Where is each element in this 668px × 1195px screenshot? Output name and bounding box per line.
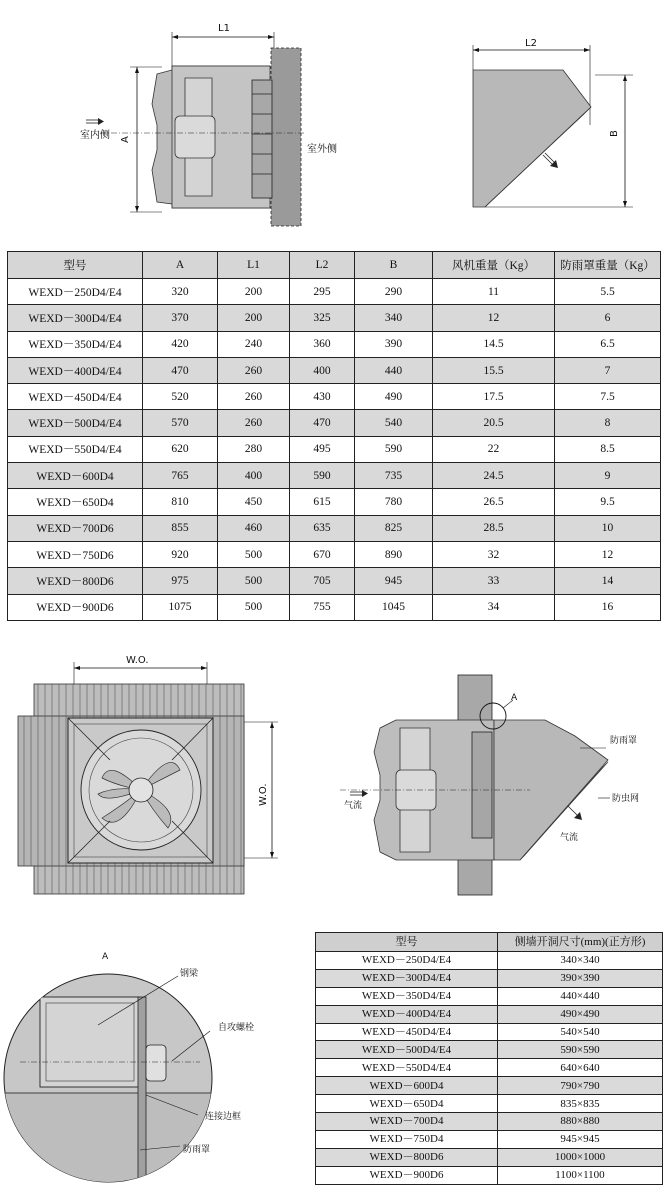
opening-cell-size: 490×490	[498, 1005, 663, 1023]
spec-cell-b: 440	[355, 357, 433, 383]
spec-cell-l2: 635	[290, 515, 355, 541]
dim-wo-side	[240, 722, 278, 858]
table-row	[8, 515, 661, 541]
spec-cell-b: 590	[355, 436, 433, 462]
opening-cell-model: WEXD－250D4/E4	[316, 952, 498, 970]
table-row	[8, 331, 661, 357]
opening-cell-model: WEXD－650D4	[316, 1095, 498, 1113]
spec-cell-l1: 500	[218, 568, 290, 594]
spec-cell-cover-weight: 7	[555, 357, 661, 383]
spec-cell-l1: 200	[218, 279, 290, 305]
opening-cell-size: 790×790	[498, 1077, 663, 1095]
spec-cell-cover-weight: 7.5	[555, 384, 661, 410]
spec-cell-l1: 500	[218, 541, 290, 567]
spec-cell-cover-weight: 16	[555, 594, 661, 620]
spec-cell-b: 490	[355, 384, 433, 410]
table-row	[316, 1113, 663, 1131]
spec-header-l2: L2	[290, 252, 355, 279]
table-row	[8, 489, 661, 515]
table-row	[8, 357, 661, 383]
fan-hub	[129, 778, 153, 802]
spec-cell-model: WEXD－650D4	[8, 489, 143, 515]
spec-cell-fan-weight: 11	[433, 279, 555, 305]
spec-cell-a: 765	[143, 463, 218, 489]
spec-cell-fan-weight: 24.5	[433, 463, 555, 489]
spec-cell-model: WEXD－350D4/E4	[8, 331, 143, 357]
dim-l1	[172, 23, 274, 70]
dim-b-label: B	[609, 130, 620, 137]
dim-wo-side-label: W.O.	[258, 783, 269, 806]
spec-cell-model: WEXD－400D4/E4	[8, 357, 143, 383]
spec-cell-cover-weight: 6	[555, 305, 661, 331]
spec-cell-l1: 240	[218, 331, 290, 357]
label-insect-net: 防虫网	[612, 794, 640, 804]
opening-cell-model: WEXD－900D6	[316, 1166, 498, 1184]
spec-header-cover-weight: 防雨罩重量（Kg）	[555, 252, 661, 279]
dim-l1-label: L1	[218, 23, 230, 34]
opening-cell-model: WEXD－350D4/E4	[316, 987, 498, 1005]
opening-cell-model: WEXD－750D4	[316, 1130, 498, 1148]
spec-cell-fan-weight: 15.5	[433, 357, 555, 383]
airflow-arrow-out-2	[568, 806, 582, 820]
table-row	[8, 463, 661, 489]
spec-cell-l1: 260	[218, 384, 290, 410]
spec-cell-a: 810	[143, 489, 218, 515]
wall-opening-front-diagram	[10, 648, 300, 898]
label-self-tapping-bolt: 自攻螺栓	[218, 1023, 255, 1033]
spec-cell-l2: 360	[290, 331, 355, 357]
spec-cell-l2: 430	[290, 384, 355, 410]
opening-cell-size: 835×835	[498, 1095, 663, 1113]
wall-opening-table	[315, 932, 663, 1185]
spec-cell-a: 520	[143, 384, 218, 410]
spec-header-a: A	[143, 252, 218, 279]
spec-cell-b: 340	[355, 305, 433, 331]
opening-cell-model: WEXD－550D4/E4	[316, 1059, 498, 1077]
spec-cell-b: 780	[355, 489, 433, 515]
table-row	[316, 987, 663, 1005]
spec-cell-l1: 260	[218, 357, 290, 383]
label-airflow-out: 气流	[560, 833, 579, 843]
opening-table-header-row	[316, 933, 663, 952]
spec-cell-model: WEXD－300D4/E4	[8, 305, 143, 331]
spec-cell-fan-weight: 34	[433, 594, 555, 620]
spec-cell-l1: 500	[218, 594, 290, 620]
airflow-arrow-out	[543, 153, 558, 168]
rain-cover-diagram	[455, 25, 665, 225]
opening-cell-model: WEXD－400D4/E4	[316, 1005, 498, 1023]
fan-side-view-diagram	[0, 0, 337, 240]
spec-cell-fan-weight: 28.5	[433, 515, 555, 541]
spec-cell-fan-weight: 32	[433, 541, 555, 567]
installed-side-view-diagram	[330, 670, 665, 900]
spec-cell-b: 890	[355, 541, 433, 567]
spec-cell-model: WEXD－750D6	[8, 541, 143, 567]
table-row	[8, 436, 661, 462]
wall-section	[271, 48, 301, 226]
opening-cell-size: 390×390	[498, 969, 663, 987]
spec-cell-fan-weight: 14.5	[433, 331, 555, 357]
opening-cell-size: 640×640	[498, 1059, 663, 1077]
spec-cell-l1: 200	[218, 305, 290, 331]
spec-cell-model: WEXD－250D4/E4	[8, 279, 143, 305]
dim-a-label: A	[120, 136, 131, 143]
table-row	[316, 1023, 663, 1041]
opening-cell-model: WEXD－600D4	[316, 1077, 498, 1095]
dim-wo-top-label: W.O.	[126, 655, 149, 666]
spec-cell-fan-weight: 26.5	[433, 489, 555, 515]
spec-header-fan-weight: 风机重量（Kg）	[433, 252, 555, 279]
opening-cell-size: 590×590	[498, 1041, 663, 1059]
spec-cell-model: WEXD－450D4/E4	[8, 384, 143, 410]
spec-cell-a: 470	[143, 357, 218, 383]
label-airflow-in: 气流	[344, 801, 363, 811]
detail-a-diagram	[0, 945, 305, 1195]
spec-cell-a: 975	[143, 568, 218, 594]
spec-header-model: 型号	[8, 252, 143, 279]
table-row	[8, 279, 661, 305]
label-steel-beam: 钢梁	[180, 969, 199, 979]
opening-cell-size: 440×440	[498, 987, 663, 1005]
spec-cell-l1: 450	[218, 489, 290, 515]
spec-cell-model: WEXD－700D6	[8, 515, 143, 541]
spec-cell-l2: 400	[290, 357, 355, 383]
table-row	[8, 410, 661, 436]
spec-cell-l2: 325	[290, 305, 355, 331]
table-row	[316, 1041, 663, 1059]
detail-a-title: A	[102, 952, 109, 962]
spec-cell-l1: 280	[218, 436, 290, 462]
label-rain-cover-detail: 防雨罩	[183, 1145, 211, 1155]
rain-cover-2	[494, 720, 608, 860]
opening-cell-size: 945×945	[498, 1130, 663, 1148]
spec-cell-fan-weight: 33	[433, 568, 555, 594]
spec-cell-l2: 670	[290, 541, 355, 567]
spec-cell-b: 1045	[355, 594, 433, 620]
spec-cell-cover-weight: 8	[555, 410, 661, 436]
label-rain-cover: 防雨罩	[610, 736, 638, 746]
table-row	[316, 969, 663, 987]
spec-cell-fan-weight: 12	[433, 305, 555, 331]
spec-cell-l1: 260	[218, 410, 290, 436]
spec-cell-model: WEXD－550D4/E4	[8, 436, 143, 462]
opening-cell-model: WEXD－300D4/E4	[316, 969, 498, 987]
detail-a-marker: A	[511, 693, 518, 703]
spec-cell-fan-weight: 20.5	[433, 410, 555, 436]
spec-cell-cover-weight: 12	[555, 541, 661, 567]
opening-cell-model: WEXD－800D6	[316, 1148, 498, 1166]
airflow-arrow-indoor	[86, 118, 104, 125]
opening-cell-size: 1000×1000	[498, 1148, 663, 1166]
spec-cell-cover-weight: 14	[555, 568, 661, 594]
spec-cell-a: 920	[143, 541, 218, 567]
spec-cell-a: 320	[143, 279, 218, 305]
spec-cell-l1: 460	[218, 515, 290, 541]
spec-cell-l1: 400	[218, 463, 290, 489]
opening-header-model: 型号	[316, 933, 498, 952]
dim-l2-label: L2	[525, 38, 537, 49]
spec-cell-cover-weight: 8.5	[555, 436, 661, 462]
table-row	[316, 1005, 663, 1023]
label-indoor-side: 室内侧	[80, 130, 110, 141]
table-row	[316, 952, 663, 970]
spec-cell-l2: 295	[290, 279, 355, 305]
shutter	[252, 80, 272, 198]
table-row	[8, 568, 661, 594]
table-row	[8, 594, 661, 620]
opening-cell-size: 540×540	[498, 1023, 663, 1041]
spec-cell-cover-weight: 9.5	[555, 489, 661, 515]
spec-cell-fan-weight: 22	[433, 436, 555, 462]
fan-spec-table	[7, 251, 661, 621]
opening-cell-size: 880×880	[498, 1113, 663, 1131]
spec-cell-cover-weight: 9	[555, 463, 661, 489]
spec-cell-a: 570	[143, 410, 218, 436]
spec-cell-b: 945	[355, 568, 433, 594]
shutter-2	[472, 732, 492, 838]
table-row	[316, 1059, 663, 1077]
opening-cell-size: 1100×1100	[498, 1166, 663, 1184]
connecting-frame	[138, 997, 146, 1195]
spec-cell-l2: 470	[290, 410, 355, 436]
spec-cell-cover-weight: 5.5	[555, 279, 661, 305]
opening-cell-model: WEXD－450D4/E4	[316, 1023, 498, 1041]
spec-cell-model: WEXD－900D6	[8, 594, 143, 620]
spec-cell-b: 540	[355, 410, 433, 436]
label-outdoor-side: 室外侧	[307, 144, 337, 155]
fan-motor	[175, 116, 215, 158]
spec-cell-a: 620	[143, 436, 218, 462]
spec-header-b: B	[355, 252, 433, 279]
spec-cell-b: 825	[355, 515, 433, 541]
table-row	[8, 384, 661, 410]
spec-cell-l2: 590	[290, 463, 355, 489]
spec-cell-b: 290	[355, 279, 433, 305]
opening-cell-model: WEXD－700D4	[316, 1113, 498, 1131]
table-row	[316, 1166, 663, 1184]
airflow-arrow-in	[350, 790, 368, 797]
spec-header-l1: L1	[218, 252, 290, 279]
label-connecting-frame: 连接边框	[205, 1112, 242, 1122]
opening-header-size: 侧墙开洞尺寸(mm)(正方形)	[498, 933, 663, 952]
spec-cell-l2: 615	[290, 489, 355, 515]
spec-cell-model: WEXD－500D4/E4	[8, 410, 143, 436]
opening-cell-model: WEXD－500D4/E4	[316, 1041, 498, 1059]
spec-cell-l2: 755	[290, 594, 355, 620]
table-row	[8, 305, 661, 331]
steel-beam	[40, 997, 140, 1087]
table-row	[316, 1148, 663, 1166]
table-row	[316, 1095, 663, 1113]
spec-cell-model: WEXD－600D4	[8, 463, 143, 489]
spec-cell-a: 855	[143, 515, 218, 541]
spec-cell-b: 735	[355, 463, 433, 489]
spec-cell-fan-weight: 17.5	[433, 384, 555, 410]
table-row	[316, 1077, 663, 1095]
opening-cell-size: 340×340	[498, 952, 663, 970]
spec-cell-l2: 495	[290, 436, 355, 462]
spec-cell-a: 1075	[143, 594, 218, 620]
spec-cell-l2: 705	[290, 568, 355, 594]
spec-cell-a: 370	[143, 305, 218, 331]
spec-cell-cover-weight: 10	[555, 515, 661, 541]
spec-cell-model: WEXD－800D6	[8, 568, 143, 594]
table-row	[316, 1130, 663, 1148]
spec-cell-cover-weight: 6.5	[555, 331, 661, 357]
spec-cell-a: 420	[143, 331, 218, 357]
self-tapping-bolt	[146, 1045, 166, 1081]
spec-table-header-row	[8, 252, 661, 279]
spec-cell-b: 390	[355, 331, 433, 357]
rain-cover-body	[473, 70, 591, 207]
table-row	[8, 541, 661, 567]
